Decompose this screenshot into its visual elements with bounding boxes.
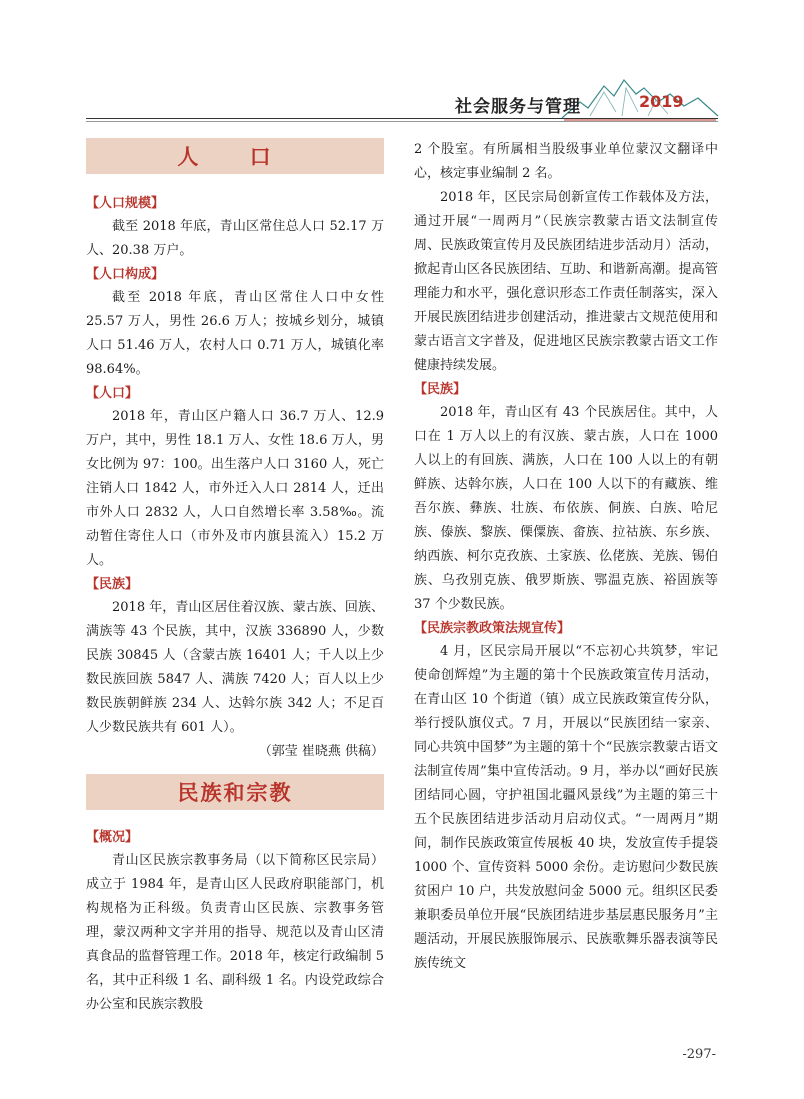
para-policy-publicity: 4 月，区民宗局开展以“不忘初心共筑梦，牢记使命创辉煌”为主题的第十个民族政策宣传月活动，在青山区 10 个街道（镇）成立民族政策宣传分队，举行授队旗仪式。7 月，开展以“民族团结一家亲、同心共筑中国梦”为主题的第十个“民族宗教蒙古语文法制宣传周”集中宣传活动。9 月，举办以“画好民族团结同心圆，守护祖国北疆风景线”为主题的第三十五个民族团结进步活动月启动仪式。“一周两月”期间，制作民族政策宣传展板 40 块，发放宣传手提袋 1000 个、宣传资料 5000 余份。走访慰问少数民族贫困户 10 户，共发放慰问金 5000 元。组织区民委兼职委员单位开展“民族团结进步基层惠民服务月”主题活动，开展民族服饰展示、民族歌舞乐器表演等民族传统文 [414,644,718,971]
right-column [414,138,718,976]
heading-nationality-2: 【民族】 [414,382,467,397]
heading-population-structure: 【人口构成】 [86,267,165,282]
header-rule [86,118,718,119]
heading-population-scale: 【人口规模】 [86,196,165,211]
section-title-population: 人 口 [86,138,384,174]
section-title-ethnic-religion: 民族和宗教 [86,774,384,810]
heading-overview: 【概况】 [86,830,139,845]
heading-policy-publicity: 【民族宗教政策法规宣传】 [414,621,571,636]
header-title: 社会服务与管理 [455,97,581,117]
left-column [86,138,384,1017]
para-population-structure: 截至 2018 年底，青山区常住人口中女性 25.57 万人，男性 26.6 万人；按城乡划分，城镇人口 51.46 万人，农村人口 0.71 万人，城镇化率 98.64%。 [86,290,384,377]
para-population-scale: 截至 2018 年底，青山区常住总人口 52.17 万人、20.38 万户。 [86,219,384,258]
para-continued: 2 个股室。有所属相当股级事业单位蒙汉文翻译中心，核定事业编制 2 名。 [414,142,718,181]
para-nationality-2: 2018 年，青山区有 43 个民族居住。其中，人口在 1 万人以上的有汉族、蒙古族，人口在 1000 人以上的有回族、满族，人口在 100 人以上的有朝鲜族、达斡尔族，人口在 100 人以下的有藏族、维吾尔族、彝族、壮族、布依族、侗族、白族、哈尼族、傣族、黎族、傈僳族、畲族、拉祜族、东乡族、纳西族、柯尔克孜族、土家族、仫佬族、羌族、锡伯族、乌孜别克族、俄罗斯族、鄂温克族、裕固族等 37 个少数民族。 [414,405,718,612]
header-year: 2019 [639,92,684,111]
page-header [0,0,804,125]
page-number: -297- [682,1047,716,1062]
para-nationality: 2018 年，青山区居住着汉族、蒙古族、回族、满族等 43 个民族，其中，汉族 336890 人，少数民族 30845 人（含蒙古族 16401 人；千人以上少数民族回族 5847 人、满族 7420 人；百人以上少数民族朝鲜族 234 人、达斡尔族 342 人；不足百人少数民族共有 601 人）。 [86,600,384,735]
heading-nationality: 【民族】 [86,577,139,592]
para-innovation: 2018 年，区民宗局创新宣传工作载体及方法，通过开展“一周两月”（民族宗教蒙古语文法制宣传周、民族政策宣传月及民族团结进步活动月）活动，掀起青山区各民族团结、互助、和谐新高潮。提高管理能力和水平，强化意识形态工作责任制落实，深入开展民族团结进步创建活动，推进蒙古文规范使用和蒙古语言文字普及，促进地区民族宗教蒙古语文工作健康持续发展。 [414,190,718,373]
credit-line: （郭莹 崔晓燕 供稿） [258,744,384,759]
para-population: 2018 年，青山区户籍人口 36.7 万人、12.9 万户，其中，男性 18.1 万人、女性 18.6 万人，男女比例为 97：100。出生落户人口 3160 人，死亡注销人口 1842 人，市外迁入人口 2814 人，迁出市外人口 2832 人，人口自然增长率 3.58‰。流动暂住寄住人口（市外及市内旗县流入）15.2 万人。 [86,409,384,568]
para-overview: 青山区民族宗教事务局（以下简称区民宗局）成立于 1984 年，是青山区人民政府职能部门，机构规格为正科级。负责青山区民族、宗教事务管理，蒙汉两种文字并用的指导、规范以及青山区清真食品的监督管理工作。2018 年，核定行政编制 5 名，其中正科级 1 名、副科级 1 名。内设党政综合办公室和民族宗教股 [86,853,384,1012]
heading-population: 【人口】 [86,386,139,401]
header-rule-thin [86,121,718,122]
